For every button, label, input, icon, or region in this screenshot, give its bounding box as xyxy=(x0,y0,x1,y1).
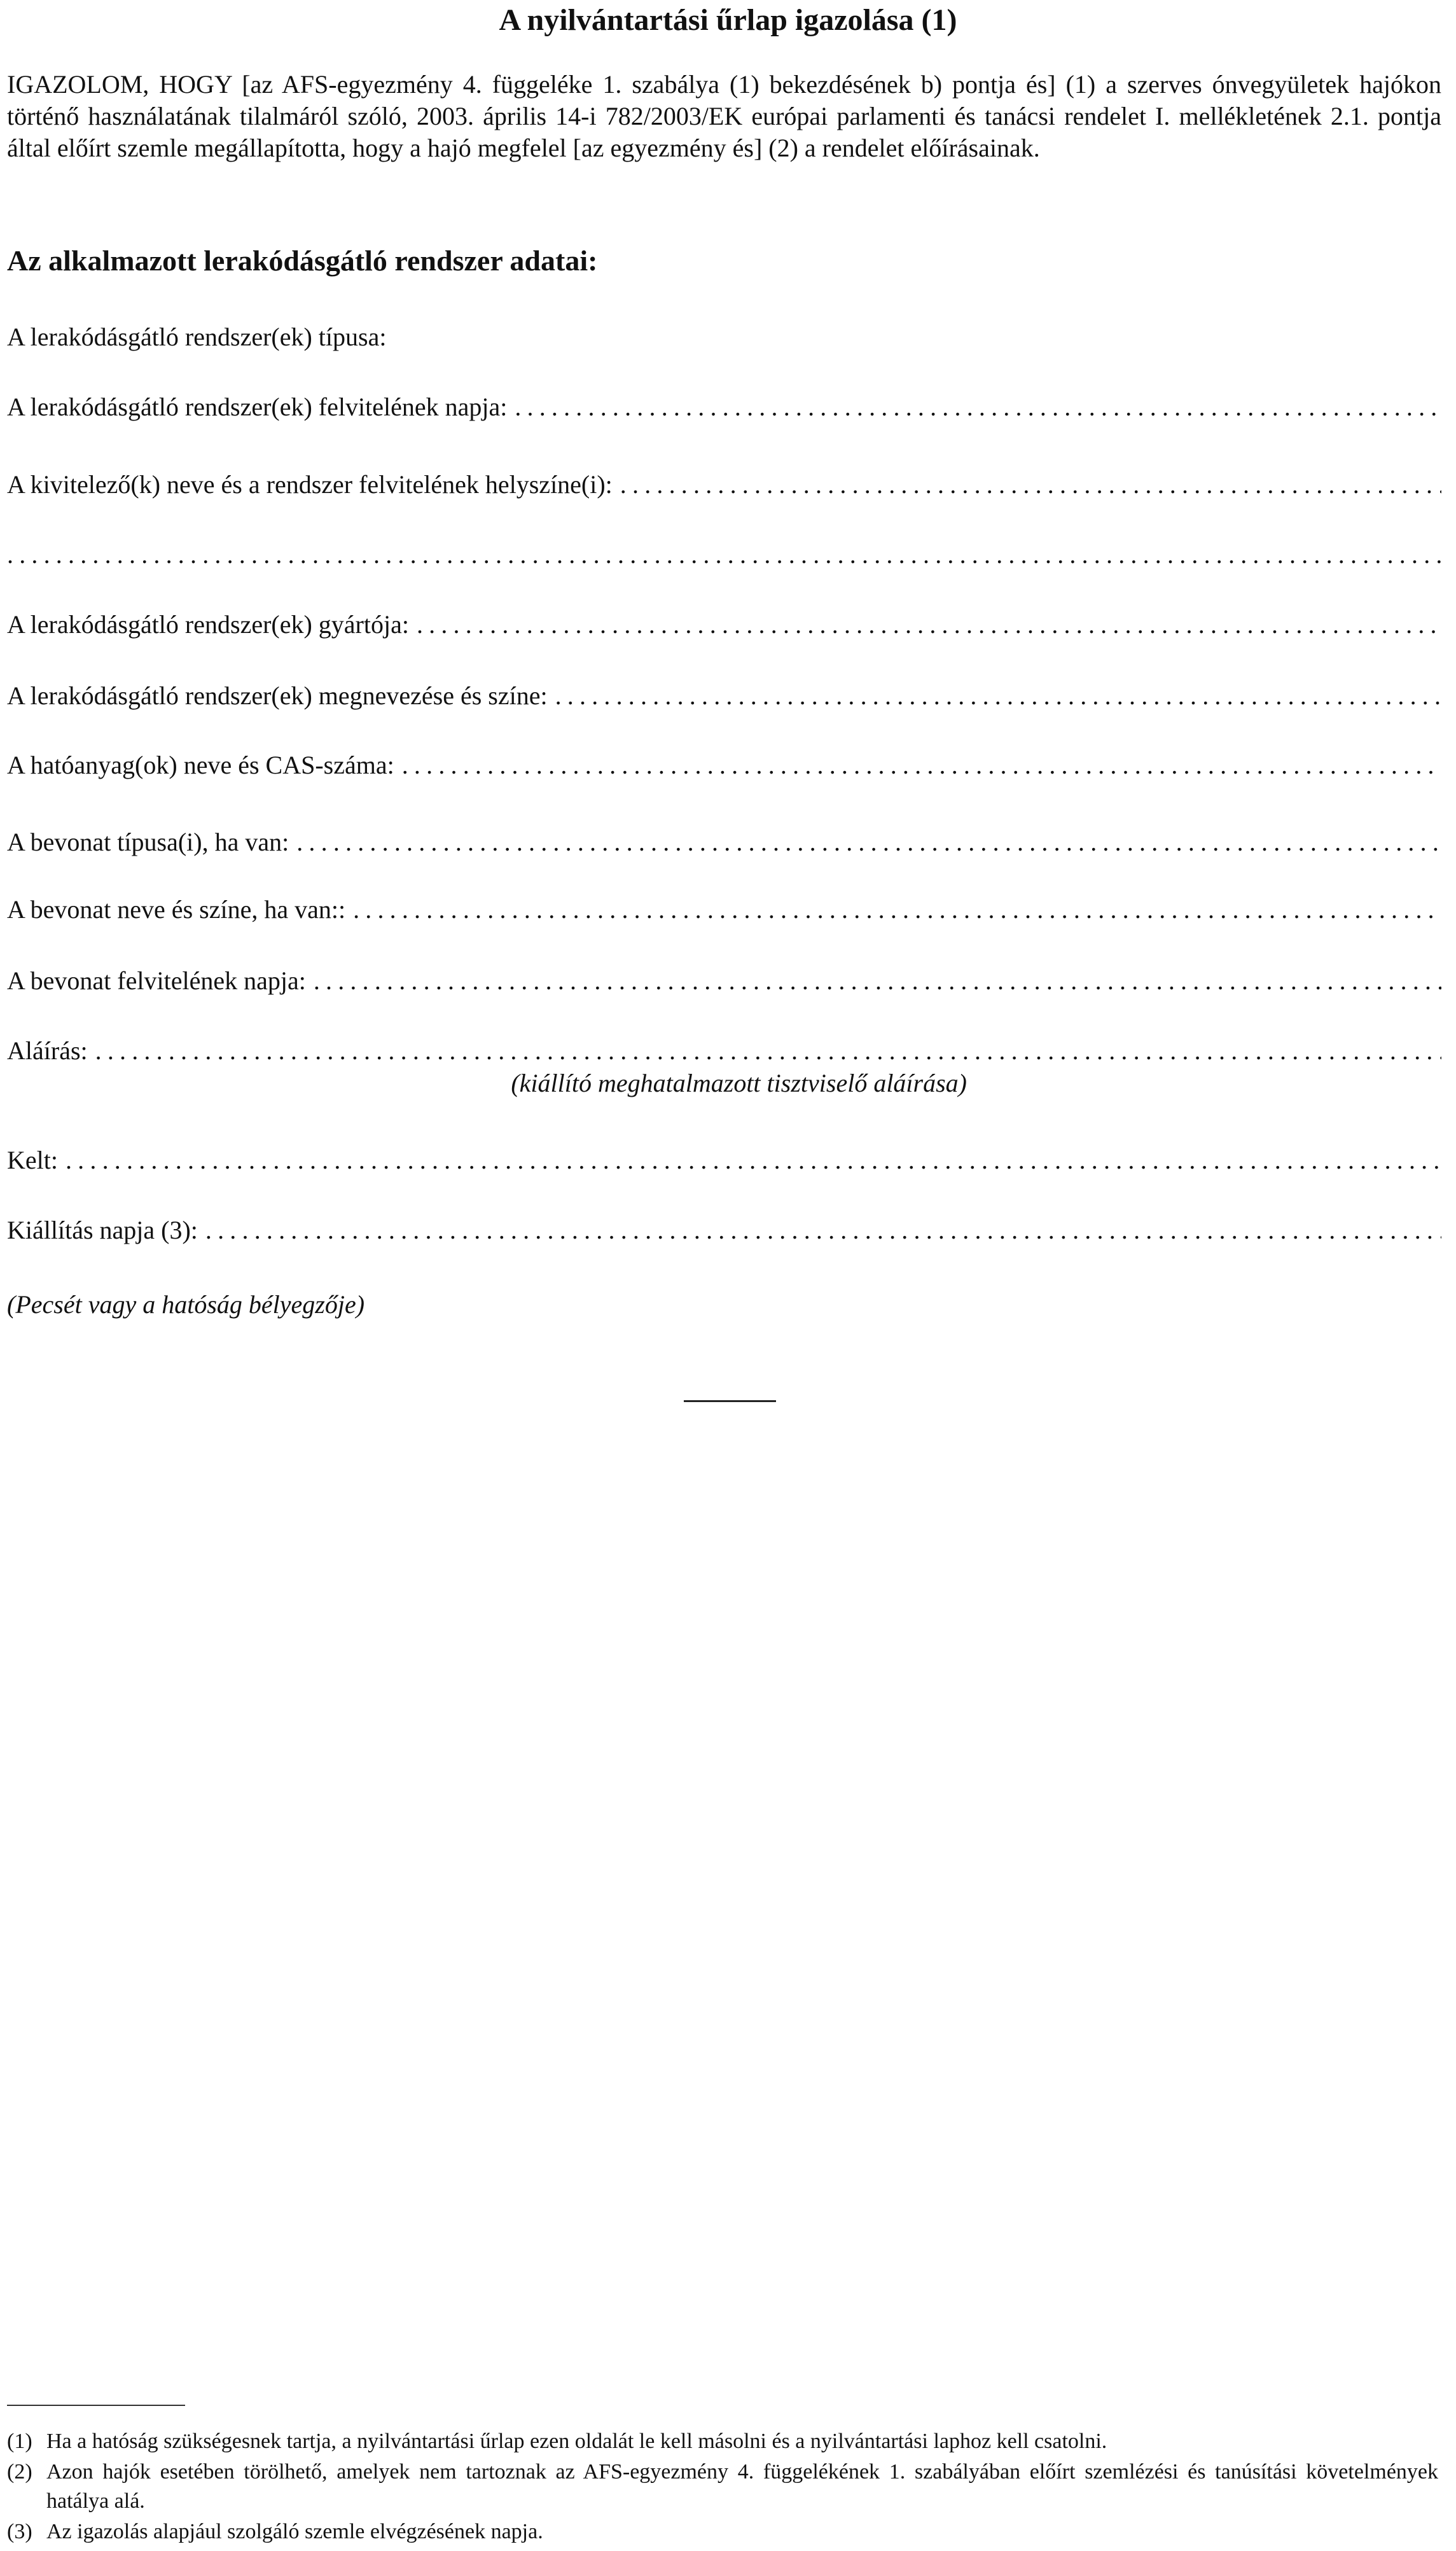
fill-in-dotted-line[interactable] xyxy=(66,1143,1441,1178)
footnote-item xyxy=(7,2427,1438,2456)
fill-in-dotted-line[interactable] xyxy=(314,964,1441,998)
field-label: A bevonat típusa(i), ha van: xyxy=(7,828,289,856)
footnote-mark: (1) xyxy=(7,2429,32,2453)
field-contractor-location-continued xyxy=(7,538,1441,572)
section-heading: Az alkalmazott lerakódásgátló rendszer adatai: xyxy=(7,244,598,277)
field-application-date xyxy=(7,390,1441,424)
field-coating-type xyxy=(7,825,1441,859)
field-name-colour xyxy=(7,679,1441,713)
field-label: A lerakódásgátló rendszer(ek) megnevezése és színe: xyxy=(7,681,548,710)
fill-in-dotted-line[interactable] xyxy=(515,390,1441,424)
fill-in-dotted-line[interactable] xyxy=(205,1213,1441,1248)
fill-in-dotted-line[interactable] xyxy=(402,748,1441,782)
certification-statement: IGAZOLOM, HOGY [az AFS-egyezmény 4. függeléke 1. szabálya (1) bekezdésének b) pontja és] (1) a szerves ónvegyületek hajókon történő használatának tilalmáról szóló, 2003. április 14-i 782/2003/EK európai parlamenti és tanácsi rendelet I. mellékletének 2.1. pontja által előírt szemle megállapította, hogy a hajó megfelel [az egyezmény és] (2) a rendelet előírásainak. xyxy=(7,70,1441,162)
signature-line[interactable] xyxy=(95,1034,1441,1068)
footnote-separator xyxy=(7,2405,185,2406)
section-divider xyxy=(684,1400,776,1402)
footnote-item xyxy=(7,2517,1438,2547)
field-label: Aláírás: xyxy=(7,1036,88,1065)
document-title xyxy=(0,1,1456,39)
field-issue-date xyxy=(7,1213,1441,1248)
field-active-ingredient xyxy=(7,748,1441,782)
footnote-text: Ha a hatóság szükségesnek tartja, a nyilvántartási űrlap ezen oldalát le kell másolni és a nyilvántartási laphoz kell csatolni. xyxy=(46,2429,1107,2453)
field-place xyxy=(7,1143,1441,1178)
footnote-text: Az igazolás alapjául szolgáló szemle elvégzésének napja. xyxy=(46,2520,543,2543)
field-label: Kelt: xyxy=(7,1146,58,1174)
fill-in-dotted-line[interactable] xyxy=(353,893,1441,927)
field-label: A lerakódásgátló rendszer(ek) típusa: xyxy=(7,323,387,351)
field-signature xyxy=(7,1034,1441,1068)
fill-in-dotted-line[interactable] xyxy=(7,538,1441,572)
field-label: A bevonat neve és színe, ha van:: xyxy=(7,895,346,924)
fill-in-dotted-line[interactable] xyxy=(296,825,1441,859)
field-manufacturer xyxy=(7,608,1441,642)
field-coating-name-colour xyxy=(7,893,1441,927)
signature-caption: (kiállító meghatalmazott tisztviselő aláírása) xyxy=(511,1069,967,1097)
fill-in-dotted-line[interactable] xyxy=(555,679,1441,713)
title-text: A nyilvántartási űrlap igazolása xyxy=(499,3,914,37)
fill-in-dotted-line[interactable] xyxy=(417,608,1441,642)
field-label: A lerakódásgátló rendszer(ek) felvitelének napja: xyxy=(7,393,508,421)
field-label: A hatóanyag(ok) neve és CAS-száma: xyxy=(7,751,394,779)
field-coating-date xyxy=(7,964,1441,998)
footnote-mark: (2) xyxy=(7,2460,32,2484)
field-label: A lerakódásgátló rendszer(ek) gyártója: xyxy=(7,610,409,639)
footnote-item xyxy=(7,2457,1438,2516)
field-system-type xyxy=(7,320,1441,354)
footnote-text: Azon hajók esetében törölhető, amelyek nem tartoznak az AFS-egyezmény 4. függelékének 1. szabályában előírt szemlézési és tanúsítási követelmények hatálya alá. xyxy=(46,2460,1438,2513)
field-contractor-location xyxy=(7,468,1441,502)
field-label: Kiállítás napja (3): xyxy=(7,1216,198,1244)
footnote-mark: (3) xyxy=(7,2520,32,2543)
stamp-note: (Pecsét vagy a hatóság bélyegzője) xyxy=(7,1290,365,1319)
title-footnote-ref: (1) xyxy=(921,3,957,37)
fill-in-dotted-line[interactable] xyxy=(620,468,1441,502)
field-label: A kivitelező(k) neve és a rendszer felvitelének helyszíne(i): xyxy=(7,470,613,499)
footnotes xyxy=(7,2427,1438,2548)
field-label: A bevonat felvitelének napja: xyxy=(7,966,306,995)
